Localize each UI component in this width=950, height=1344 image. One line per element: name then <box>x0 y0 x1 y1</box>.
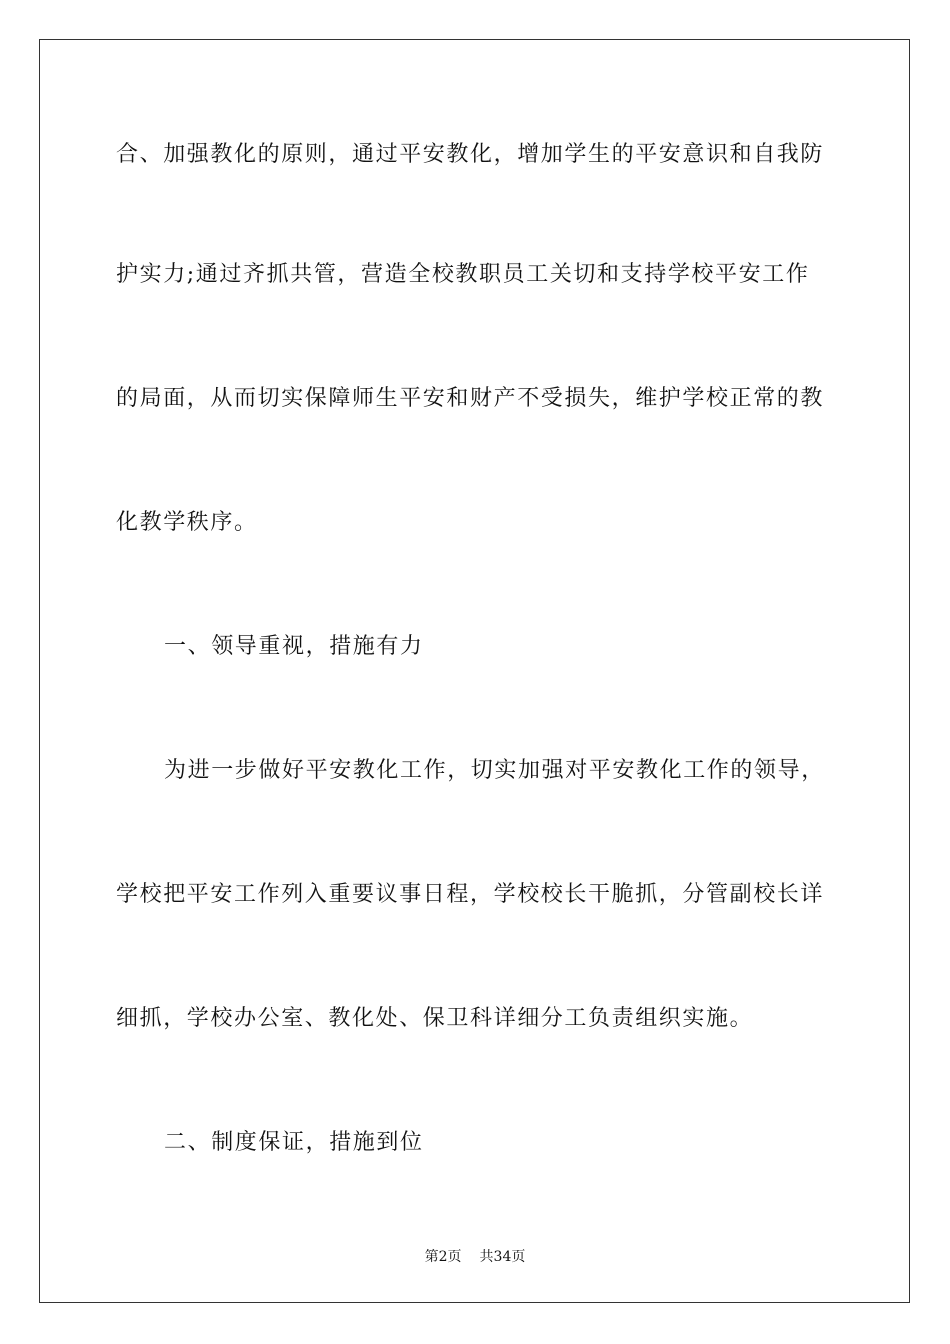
page-total: 共34页 <box>479 1249 526 1265</box>
section-heading-2: 二、制度保证，措施到位 <box>164 1130 424 1155</box>
page-border <box>39 39 910 1303</box>
body-text-line: 细抓，学校办公室、教化处、保卫科详细分工负责组织实施。 <box>116 1006 754 1031</box>
page-footer <box>0 1247 950 1267</box>
body-text-line: 学校把平安工作列入重要议事日程，学校校长干脆抓，分管副校长详 <box>116 882 825 907</box>
body-text-line: 化教学秩序。 <box>116 510 258 535</box>
body-text-line: 的局面，从而切实保障师生平安和财产不受损失，维护学校正常的教 <box>116 386 825 411</box>
section-heading-1: 一、领导重视，措施有力 <box>164 634 424 659</box>
body-text-line: 为进一步做好平安教化工作，切实加强对平安教化工作的领导， <box>164 758 825 783</box>
body-text-line: 护实力;通过齐抓共管，营造全校教职员工关切和支持学校平安工作 <box>116 262 810 287</box>
page-number: 第2页 <box>424 1249 462 1265</box>
body-text-line: 合、加强教化的原则，通过平安教化，增加学生的平安意识和自我防 <box>116 142 825 167</box>
